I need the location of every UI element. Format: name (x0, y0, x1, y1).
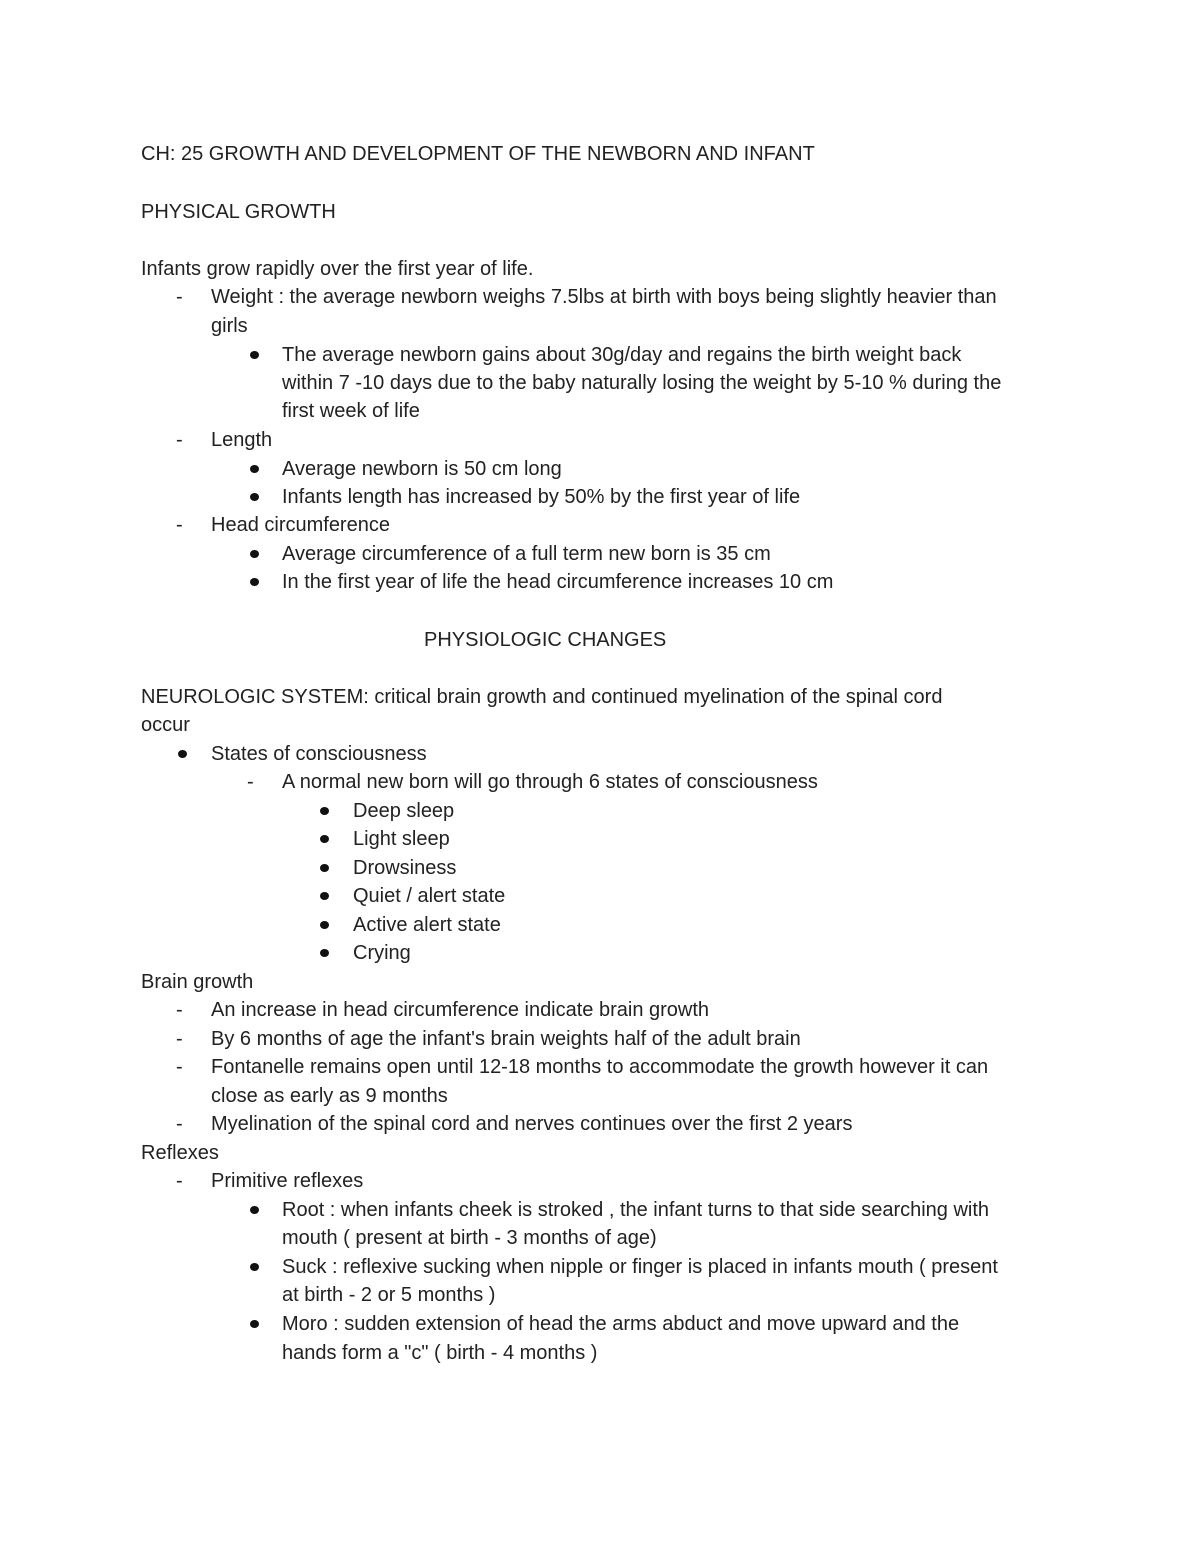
neuro-line2: occur (141, 714, 190, 736)
weight-sub-line2: within 7 -10 days due to the baby naturally losing the weight by 5-10 % during the (282, 372, 1002, 394)
bullet-icon (250, 351, 259, 359)
bullet-icon (320, 807, 329, 815)
weight-item-line2: girls (211, 315, 248, 337)
bullet-icon (250, 1206, 259, 1214)
brain-item: By 6 months of age the infant's brain weights half of the adult brain (211, 1028, 801, 1050)
section-heading-physical-growth: PHYSICAL GROWTH (141, 201, 336, 223)
bullet-icon (250, 465, 259, 473)
reflexes-heading: Reflexes (141, 1142, 219, 1164)
brain-item-continuation: close as early as 9 months (211, 1085, 448, 1107)
dash-marker: - (176, 1113, 183, 1135)
state-item: Light sleep (353, 828, 450, 850)
primitive-reflexes: Primitive reflexes (211, 1170, 364, 1192)
bullet-icon (320, 949, 329, 957)
bullet-icon (250, 550, 259, 558)
moro-reflex-line2: hands form a "c" ( birth - 4 months ) (282, 1342, 598, 1364)
weight-sub-line3: first week of life (282, 400, 420, 422)
states-heading: States of consciousness (211, 743, 427, 765)
bullet-icon (320, 864, 329, 872)
state-item: Deep sleep (353, 800, 455, 822)
root-reflex-line1: Root : when infants cheek is stroked , the infant turns to that side searching with (282, 1199, 990, 1221)
state-item: Active alert state (353, 914, 501, 936)
dash-marker: - (176, 1028, 183, 1050)
weight-sub-line1: The average newborn gains about 30g/day and regains the birth weight back (282, 344, 962, 366)
intro-text: Infants grow rapidly over the first year of life. (141, 258, 534, 280)
weight-item-line1: Weight : the average newborn weighs 7.5lbs at birth with boys being slightly heavier than (211, 286, 997, 308)
brain-item: Myelination of the spinal cord and nerves continues over the first 2 years (211, 1113, 853, 1135)
bullet-icon (178, 750, 187, 758)
dash-marker: - (176, 1170, 183, 1192)
dash-marker: - (176, 286, 183, 308)
brain-item: An increase in head circumference indicate brain growth (211, 999, 710, 1021)
suck-reflex-line1: Suck : reflexive sucking when nipple or finger is placed in infants mouth ( present (282, 1256, 998, 1278)
length-sub-item: Average newborn is 50 cm long (282, 458, 562, 480)
dash-marker: - (176, 429, 183, 451)
bullet-icon (320, 892, 329, 900)
root-reflex-line2: mouth ( present at birth - 3 months of age) (282, 1227, 657, 1249)
head-sub-item: In the first year of life the head circumference increases 10 cm (282, 571, 834, 593)
brain-growth-heading: Brain growth (141, 971, 254, 993)
suck-reflex-line2: at birth - 2 or 5 months ) (282, 1284, 496, 1306)
length-item: Length (211, 429, 273, 451)
bullet-icon (250, 493, 259, 501)
head-sub-item: Average circumference of a full term new born is 35 cm (282, 543, 771, 565)
dash-marker: - (176, 1056, 183, 1078)
bullet-icon (250, 1320, 259, 1328)
moro-reflex-line1: Moro : sudden extension of head the arms abduct and move upward and the (282, 1313, 960, 1335)
states-intro: A normal new born will go through 6 states of consciousness (282, 771, 818, 793)
section-heading-physiologic: PHYSIOLOGIC CHANGES (424, 629, 667, 651)
dash-marker: - (176, 514, 183, 536)
dash-marker: - (247, 771, 254, 793)
head-item: Head circumference (211, 514, 390, 536)
state-item: Quiet / alert state (353, 885, 506, 907)
length-sub-item: Infants length has increased by 50% by the first year of life (282, 486, 801, 508)
bullet-icon (320, 835, 329, 843)
bullet-icon (320, 921, 329, 929)
bullet-icon (250, 1263, 259, 1271)
dash-marker: - (176, 999, 183, 1021)
page-title: CH: 25 GROWTH AND DEVELOPMENT OF THE NEWBORN AND INFANT (141, 143, 815, 165)
neuro-line1: NEUROLOGIC SYSTEM: critical brain growth and continued myelination of the spinal cord (141, 686, 943, 708)
state-item: Drowsiness (353, 857, 457, 879)
bullet-icon (250, 578, 259, 586)
state-item: Crying (353, 942, 411, 964)
brain-item: Fontanelle remains open until 12-18 months to accommodate the growth however it can (211, 1056, 989, 1078)
